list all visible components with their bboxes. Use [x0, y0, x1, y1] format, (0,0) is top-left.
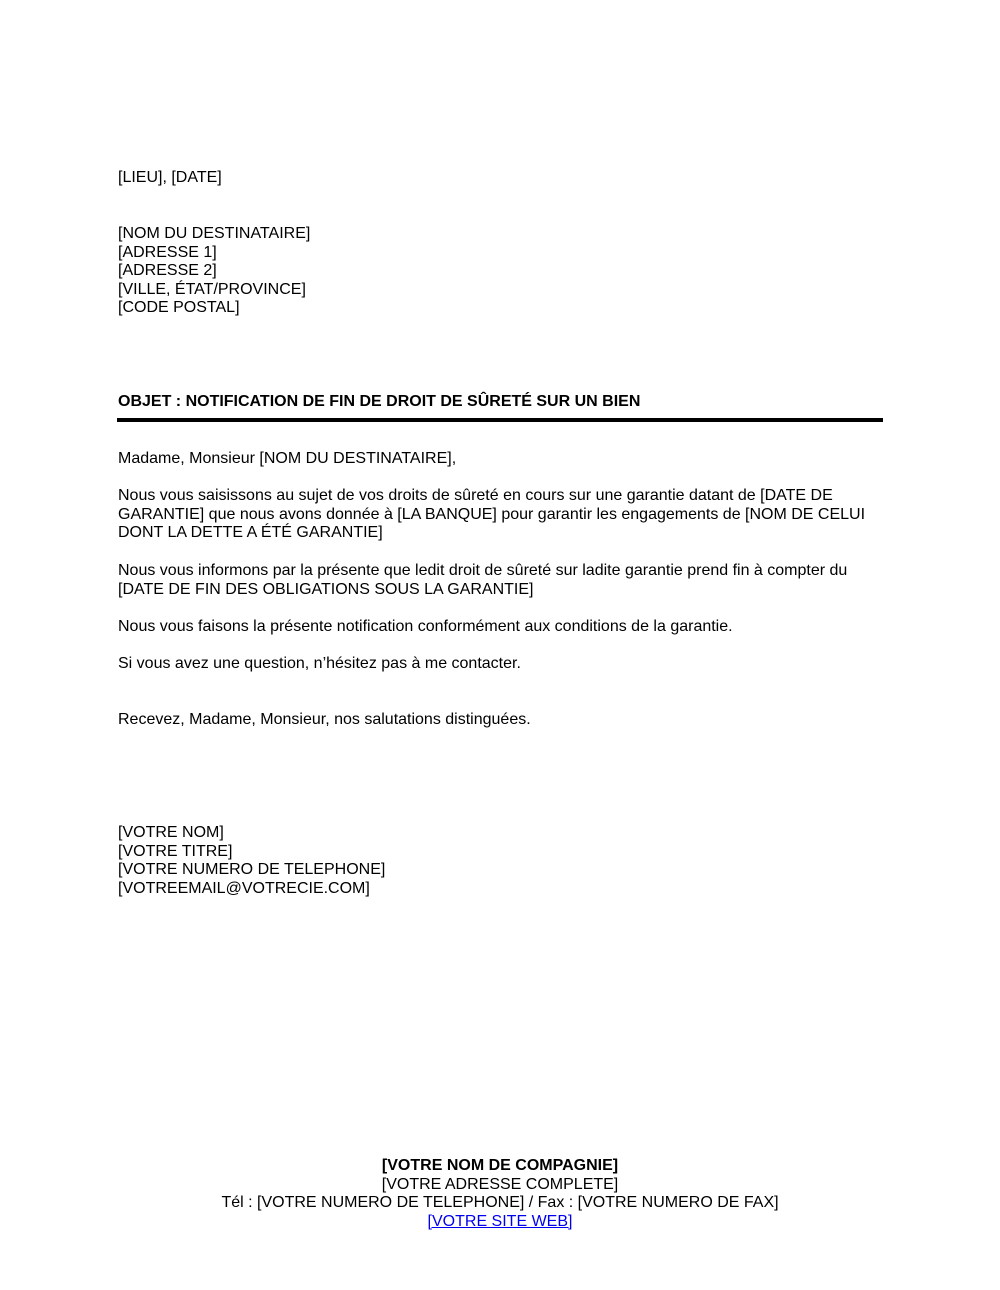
- paragraph-line: DONT LA DETTE A ÉTÉ GARANTIE]: [118, 524, 383, 542]
- salutation-text: Madame, Monsieur [NOM DU DESTINATAIRE],: [118, 450, 457, 467]
- signature-title: [VOTRE TITRE]: [118, 842, 233, 860]
- footer-address: [VOTRE ADRESSE COMPLETE]: [381, 1175, 619, 1193]
- paragraph-2: [118, 562, 884, 599]
- subject-divider: [117, 418, 883, 422]
- recipient-address1: [ADRESSE 1]: [118, 243, 217, 261]
- footer-website-link[interactable]: [VOTRE SITE WEB]: [427, 1212, 573, 1230]
- paragraph-line: Si vous avez une question, n’hésitez pas à me contacter.: [118, 655, 521, 672]
- place-date-text: [LIEU], [DATE]: [118, 169, 222, 186]
- paragraph-3: [118, 618, 884, 637]
- paragraph-line: Nous vous faisons la présente notification conformément aux conditions de la garantie.: [118, 618, 733, 635]
- recipient-address: [118, 225, 884, 318]
- signature-block: [118, 824, 884, 898]
- paragraph-line: Nous vous saisissons au sujet de vos droits de sûreté en cours sur une garantie datant de [DATE DE: [118, 487, 833, 504]
- closing-text: Recevez, Madame, Monsieur, nos salutations distinguées.: [118, 711, 531, 728]
- company-footer: [0, 1157, 1000, 1231]
- paragraph-4: [118, 655, 884, 674]
- paragraph-line: GARANTIE] que nous avons donnée à [LA BANQUE] pour garantir les engagements de [NOM DE CELUI: [118, 505, 866, 523]
- paragraph-line: [DATE DE FIN DES OBLIGATIONS SOUS LA GARANTIE]: [118, 580, 534, 598]
- signature-email: [VOTREEMAIL@VOTRECIE.COM]: [118, 879, 370, 897]
- subject-line: OBJET : NOTIFICATION DE FIN DE DROIT DE SÛRETÉ SUR UN BIEN: [118, 393, 641, 410]
- paragraph-line: Nous vous informons par la présente que ledit droit de sûreté sur ladite garantie prend fin à compter du: [118, 562, 848, 579]
- recipient-city-state: [VILLE, ÉTAT/PROVINCE]: [118, 280, 306, 298]
- salutation: [118, 450, 884, 469]
- recipient-name: [NOM DU DESTINATAIRE]: [118, 225, 311, 242]
- closing: [118, 711, 884, 730]
- footer-company-name: [VOTRE NOM DE COMPAGNIE]: [381, 1157, 619, 1174]
- recipient-postal-code: [CODE POSTAL]: [118, 299, 240, 317]
- footer-contact: Tél : [VOTRE NUMERO DE TELEPHONE] / Fax : [VOTRE NUMERO DE FAX]: [221, 1194, 779, 1212]
- recipient-address2: [ADRESSE 2]: [118, 262, 217, 280]
- signature-name: [VOTRE NOM]: [118, 824, 224, 841]
- signature-phone: [VOTRE NUMERO DE TELEPHONE]: [118, 861, 386, 879]
- place-date: [118, 169, 884, 188]
- paragraph-1: [118, 487, 884, 543]
